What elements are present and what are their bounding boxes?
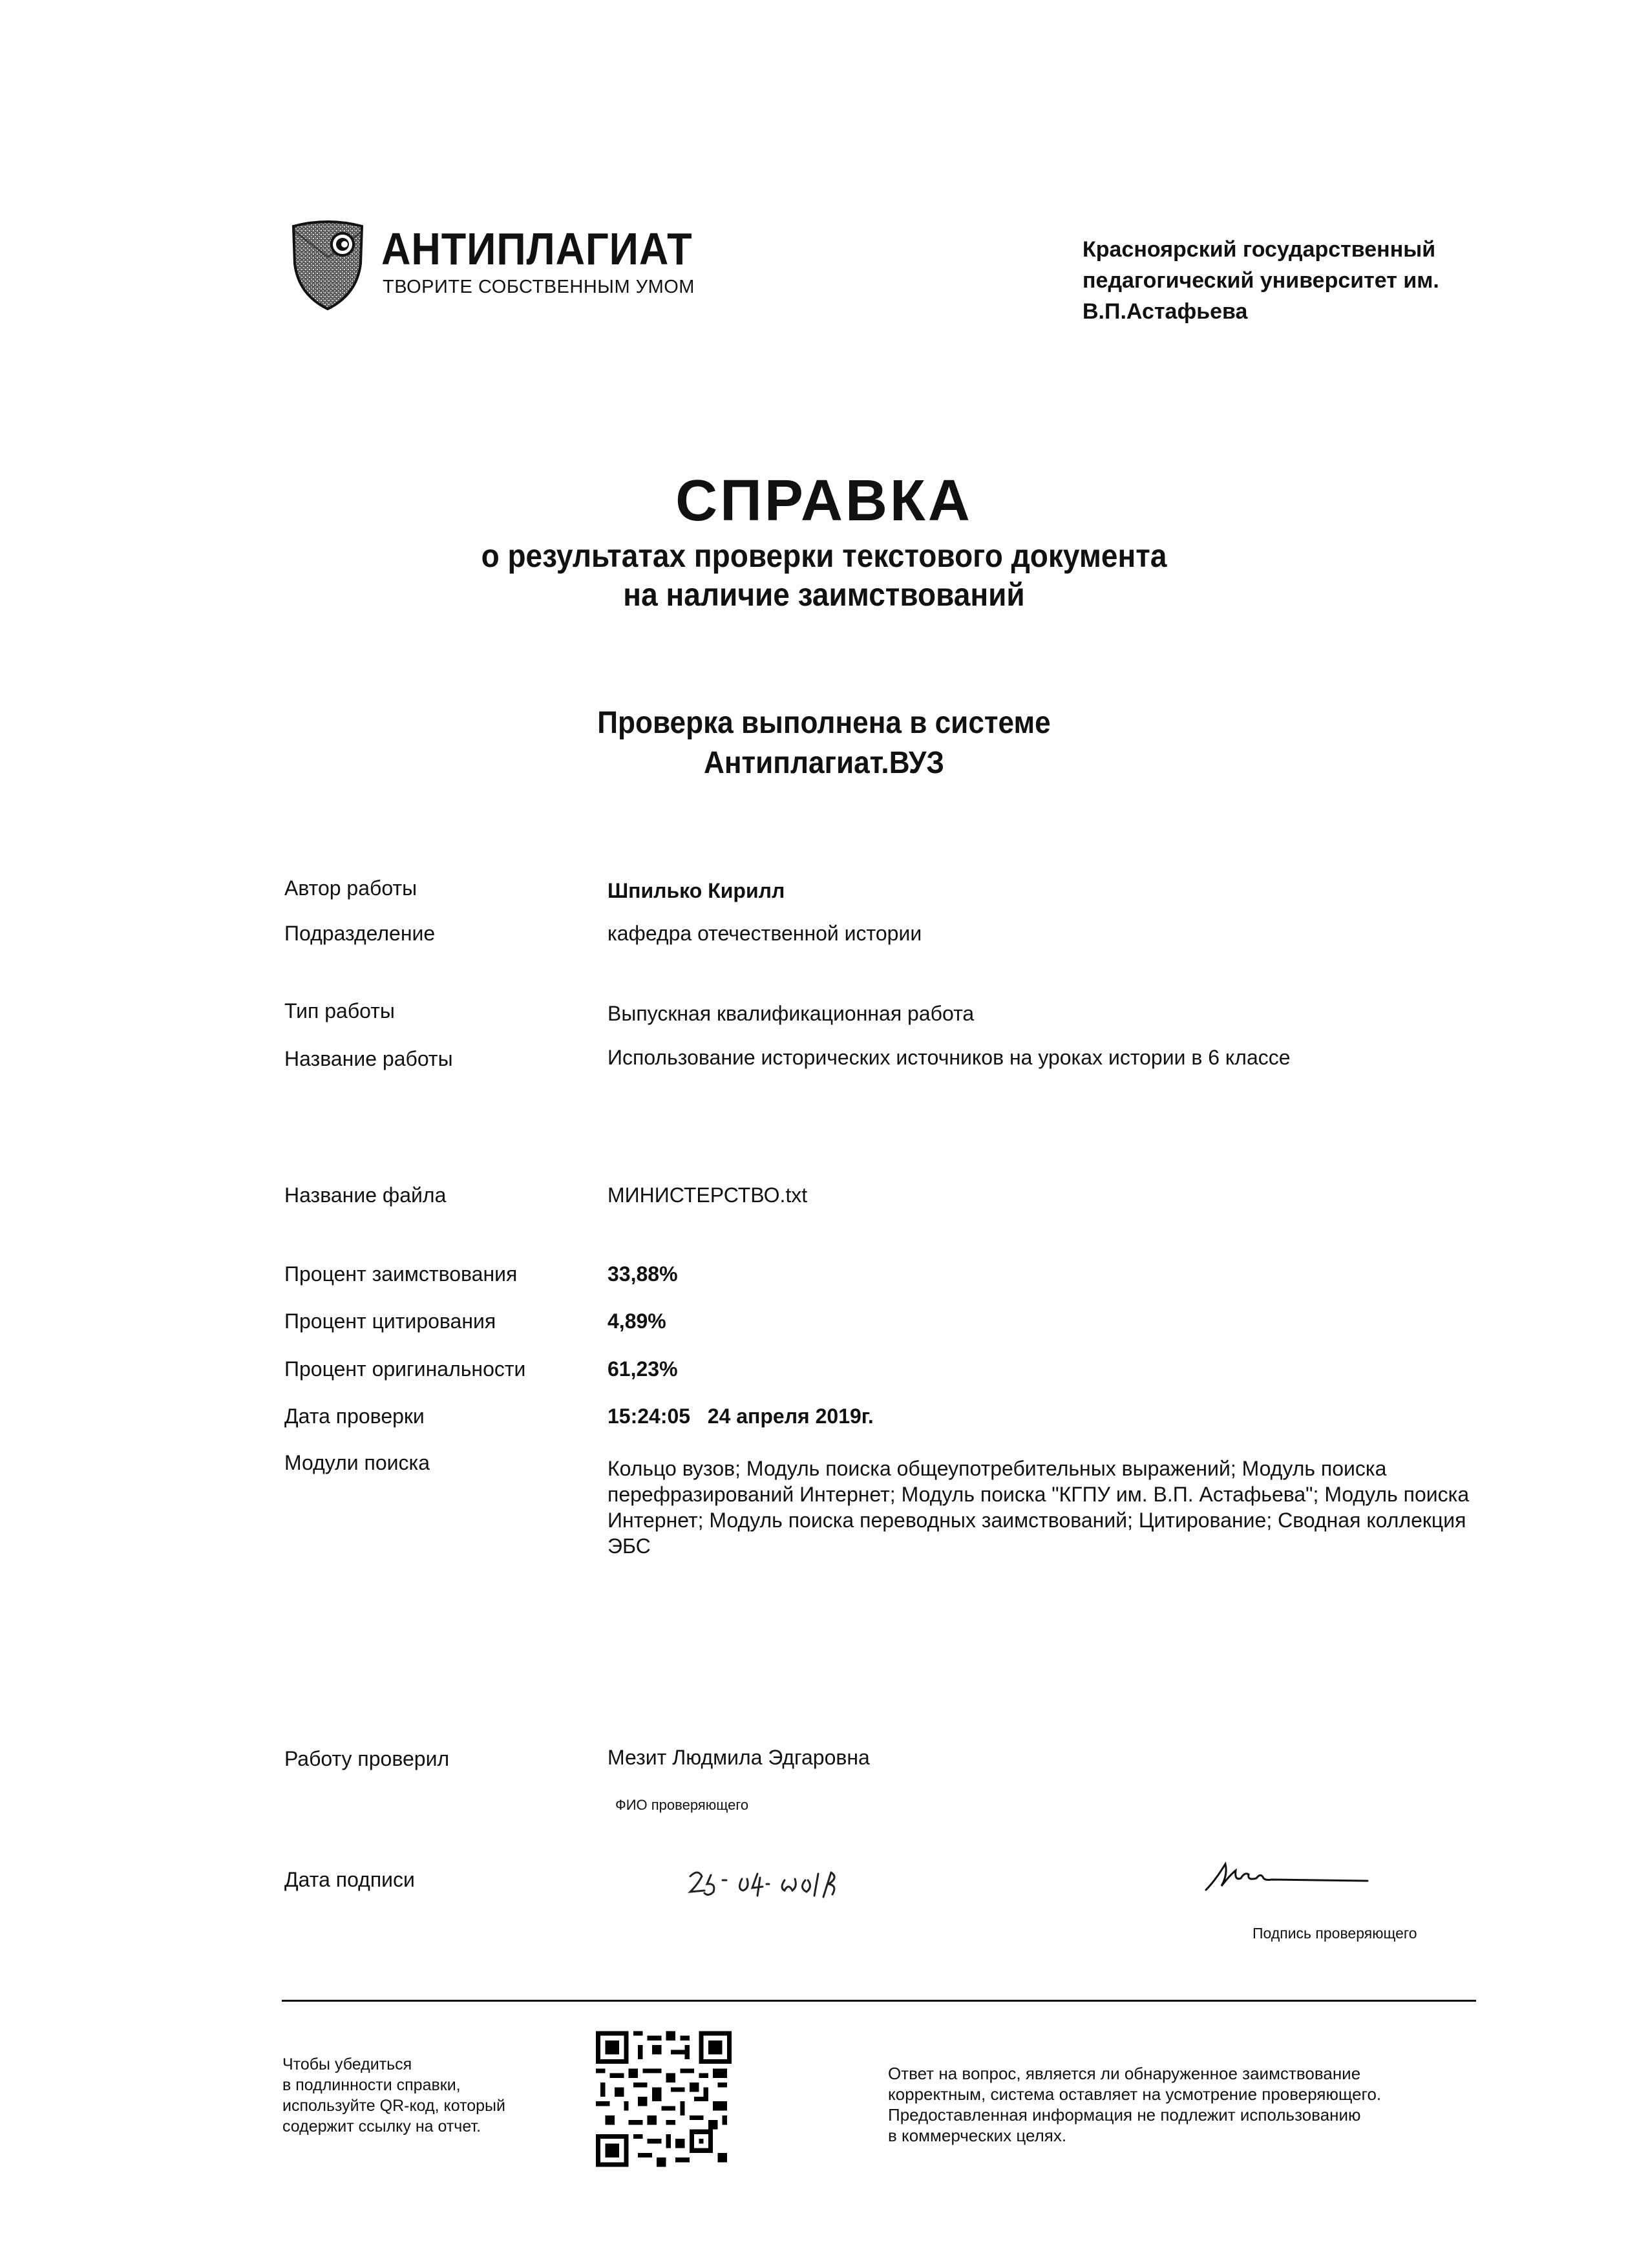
work-title-value: Использование исторических источников на уроках истории в 6 классе bbox=[607, 1046, 1291, 1069]
organization-line: В.П.Астафьева bbox=[1083, 299, 1248, 324]
disclaimer bbox=[888, 2063, 1381, 2146]
logo-title: АНТИПЛАГИАТ bbox=[381, 224, 693, 274]
system-line: Проверка выполнена в системе bbox=[597, 706, 1051, 740]
citation-percent-value: 4,89% bbox=[607, 1309, 666, 1333]
department-value: кафедра отечественной истории bbox=[607, 922, 922, 945]
checked-by-label: Работу проверил bbox=[284, 1747, 450, 1770]
qr-code-icon[interactable] bbox=[596, 2030, 732, 2168]
qr-note-line: содержит ссылку на отчет. bbox=[282, 2117, 481, 2136]
document-title: СПРАВКА bbox=[675, 469, 973, 533]
antiplagiat-shield-logo-icon bbox=[290, 218, 366, 310]
search-modules-value: Кольцо вузов; Модуль поиска общеупотребительных выражений; Модуль поиска перефразирований Интернет; Модуль поиска "КГПУ им. В.П. Астафьева"; Модуль поиска Интернет; Модуль поиска переводных заимствований; Цитирование; Сводная коллекция ЭБС bbox=[607, 1457, 1470, 1558]
file-name-value: МИНИСТЕРСТВО.txt bbox=[607, 1183, 808, 1207]
department-label: Подразделение bbox=[284, 922, 436, 945]
organization-line: педагогический университет им. bbox=[1083, 268, 1439, 293]
subtitle-line: на наличие заимствований bbox=[623, 577, 1025, 613]
work-title-label: Название работы bbox=[284, 1047, 453, 1070]
checked-by-value: Мезит Людмила Эдгаровна bbox=[607, 1746, 870, 1769]
system-line: Антиплагиат.ВУЗ bbox=[703, 746, 945, 780]
qr-note-line: Чтобы убедиться bbox=[282, 2055, 412, 2073]
originality-percent-label: Процент оригинальности bbox=[284, 1357, 526, 1381]
qr-note-line: в подлинности справки, bbox=[282, 2076, 461, 2094]
disclaimer-line: Ответ на вопрос, является ли обнаруженное заимствование bbox=[888, 2064, 1361, 2083]
qr-note bbox=[282, 2054, 505, 2137]
system-heading bbox=[66, 703, 1582, 783]
disclaimer-line: Предоставленная информация не подлежит использованию bbox=[888, 2105, 1361, 2125]
footer-divider bbox=[282, 2000, 1476, 2002]
borrowing-percent-label: Процент заимствования bbox=[284, 1262, 518, 1286]
qr-note-line: используйте QR-код, который bbox=[282, 2097, 505, 2115]
logo-tagline: ТВОРИТЕ СОБСТВЕННЫМ УМОМ bbox=[383, 277, 695, 297]
disclaimer-line: в коммерческих целях. bbox=[888, 2126, 1067, 2145]
check-date-value: 15:24:05 24 апреля 2019г. bbox=[607, 1404, 874, 1428]
author-value: Шпилько Кирилл bbox=[607, 879, 785, 902]
author-label: Автор работы bbox=[284, 876, 417, 900]
check-date-label: Дата проверки bbox=[284, 1404, 425, 1428]
file-name-label: Название файла bbox=[284, 1183, 447, 1207]
borrowing-percent-value: 33,88% bbox=[607, 1262, 678, 1286]
sign-date-label: Дата подписи bbox=[284, 1868, 415, 1891]
citation-percent-label: Процент цитирования bbox=[284, 1309, 496, 1333]
disclaimer-line: корректным, система оставляет на усмотрение проверяющего. bbox=[888, 2084, 1382, 2104]
handwritten-date bbox=[685, 1865, 918, 1903]
document-subtitle bbox=[66, 536, 1582, 614]
search-modules-label: Модули поиска bbox=[284, 1451, 430, 1474]
work-type-label: Тип работы bbox=[284, 999, 395, 1023]
signature-caption: Подпись проверяющего bbox=[1252, 1925, 1417, 1942]
fio-caption: ФИО проверяющего bbox=[615, 1797, 749, 1813]
subtitle-line: о результатах проверки текстового документа bbox=[481, 538, 1167, 574]
work-type-value: Выпускная квалификационная работа bbox=[607, 1002, 975, 1025]
originality-percent-value: 61,23% bbox=[607, 1357, 678, 1381]
reviewer-signature bbox=[1202, 1855, 1377, 1900]
organization-line: Красноярский государственный bbox=[1083, 237, 1436, 262]
organization-name bbox=[1083, 234, 1439, 327]
